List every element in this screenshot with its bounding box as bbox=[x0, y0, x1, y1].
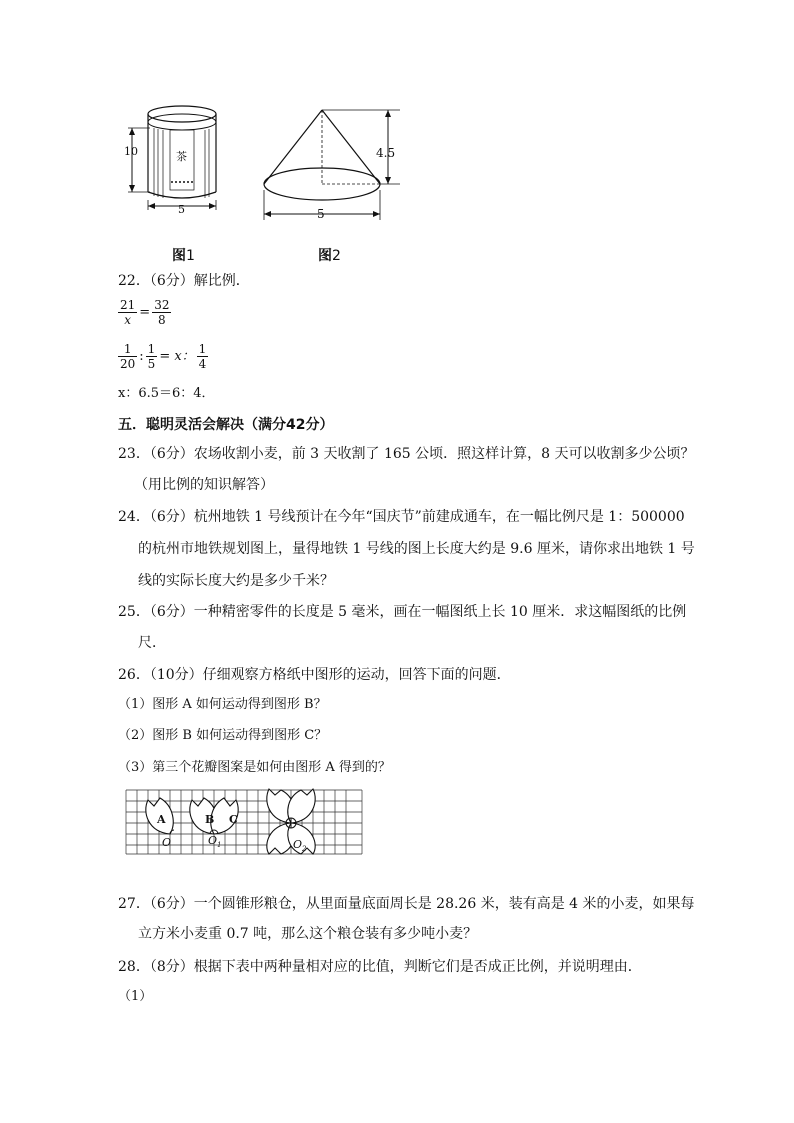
q25-line-1: 25．（6分）一种精密零件的长度是 5 毫米，画在一幅图纸上长 10 厘米．求这幅图纸的比例 bbox=[118, 604, 687, 620]
q23-line-1: 23．（6分）农场收割小麦，前 3 天收割了 165 公顷．照这样计算，8 天可以收割多少公顷？ bbox=[118, 446, 695, 462]
figure-1-tea-can bbox=[120, 100, 230, 220]
q23-line-2: （用比例的知识解答） bbox=[134, 477, 274, 493]
q22-equation-2: $\frac{1}{20}$ : $\frac{1}{5}$ = x： $\frac{1}{4}$ bbox=[120, 342, 207, 371]
figure-2-height-label: 4.5 bbox=[376, 146, 396, 160]
q28-line-1: 28．（8分）根据下表中两种量相对应的比值，判断它们是否成正比例，并说明理由． bbox=[118, 959, 642, 975]
q25-line-2: 尺． bbox=[138, 635, 166, 651]
q26-label-c: C bbox=[229, 813, 238, 826]
figure-1-caption: 图1 bbox=[172, 248, 195, 264]
figure-2-cone bbox=[260, 100, 410, 225]
section-5-title: 五．聪明灵活会解决（满分42分） bbox=[118, 417, 334, 433]
q24-line-2: 的杭州市地铁规划图上，量得地铁 1 号线的图上长度大约是 9.6 厘米，请你求出地铁 1 号 bbox=[138, 541, 695, 557]
q26-label-o1: $O_1$ bbox=[208, 834, 222, 850]
figure-2-width-label: 5 bbox=[317, 207, 325, 221]
q26-sub-2: （2）图形 B 如何运动得到图形 C？ bbox=[118, 728, 328, 743]
q22-header: 22．（6分）解比例． bbox=[118, 273, 250, 289]
q22-equation-1: $\frac{21}{x}$ = $\frac{32}{8}$ bbox=[120, 298, 170, 327]
q26-sub-3: （3）第三个花瓣图案是如何由图形 A 得到的？ bbox=[118, 760, 391, 775]
figure-1-width-label: 5 bbox=[178, 203, 185, 216]
figure-1-height-label: 10 bbox=[124, 145, 138, 158]
q22-equation-3: x：6.5＝6：4． bbox=[118, 386, 215, 401]
q26-sub-1: （1）图形 A 如何运动得到图形 B？ bbox=[118, 697, 327, 712]
q28-sub-1: （1） bbox=[118, 989, 153, 1004]
q26-line-1: 26．（10分）仔细观察方格纸中图形的运动，回答下面的问题． bbox=[118, 667, 511, 683]
q26-label-o2: $O_2$ bbox=[293, 838, 307, 854]
q27-line-2: 立方米小麦重 0.7 吨，那么这个粮仓装有多少吨小麦？ bbox=[138, 926, 478, 942]
q24-line-3: 线的实际长度大约是多少千米？ bbox=[138, 573, 334, 589]
figure-1-tea-char: 茶 bbox=[176, 150, 187, 163]
figure-2-caption: 图2 bbox=[318, 248, 341, 264]
q26-label-b: B bbox=[205, 813, 215, 826]
q24-line-1: 24．（6分）杭州地铁 1 号线预计在今年“国庆节”前建成通车，在一幅比例尺是 1：500000 bbox=[118, 509, 685, 525]
q26-label-o: O bbox=[162, 836, 172, 849]
q26-label-a: A bbox=[157, 813, 166, 826]
q27-line-1: 27．（6分）一个圆锥形粮仓，从里面量底面周长是 28.26 米，装有高是 4 米的小麦，如果每 bbox=[118, 896, 695, 912]
